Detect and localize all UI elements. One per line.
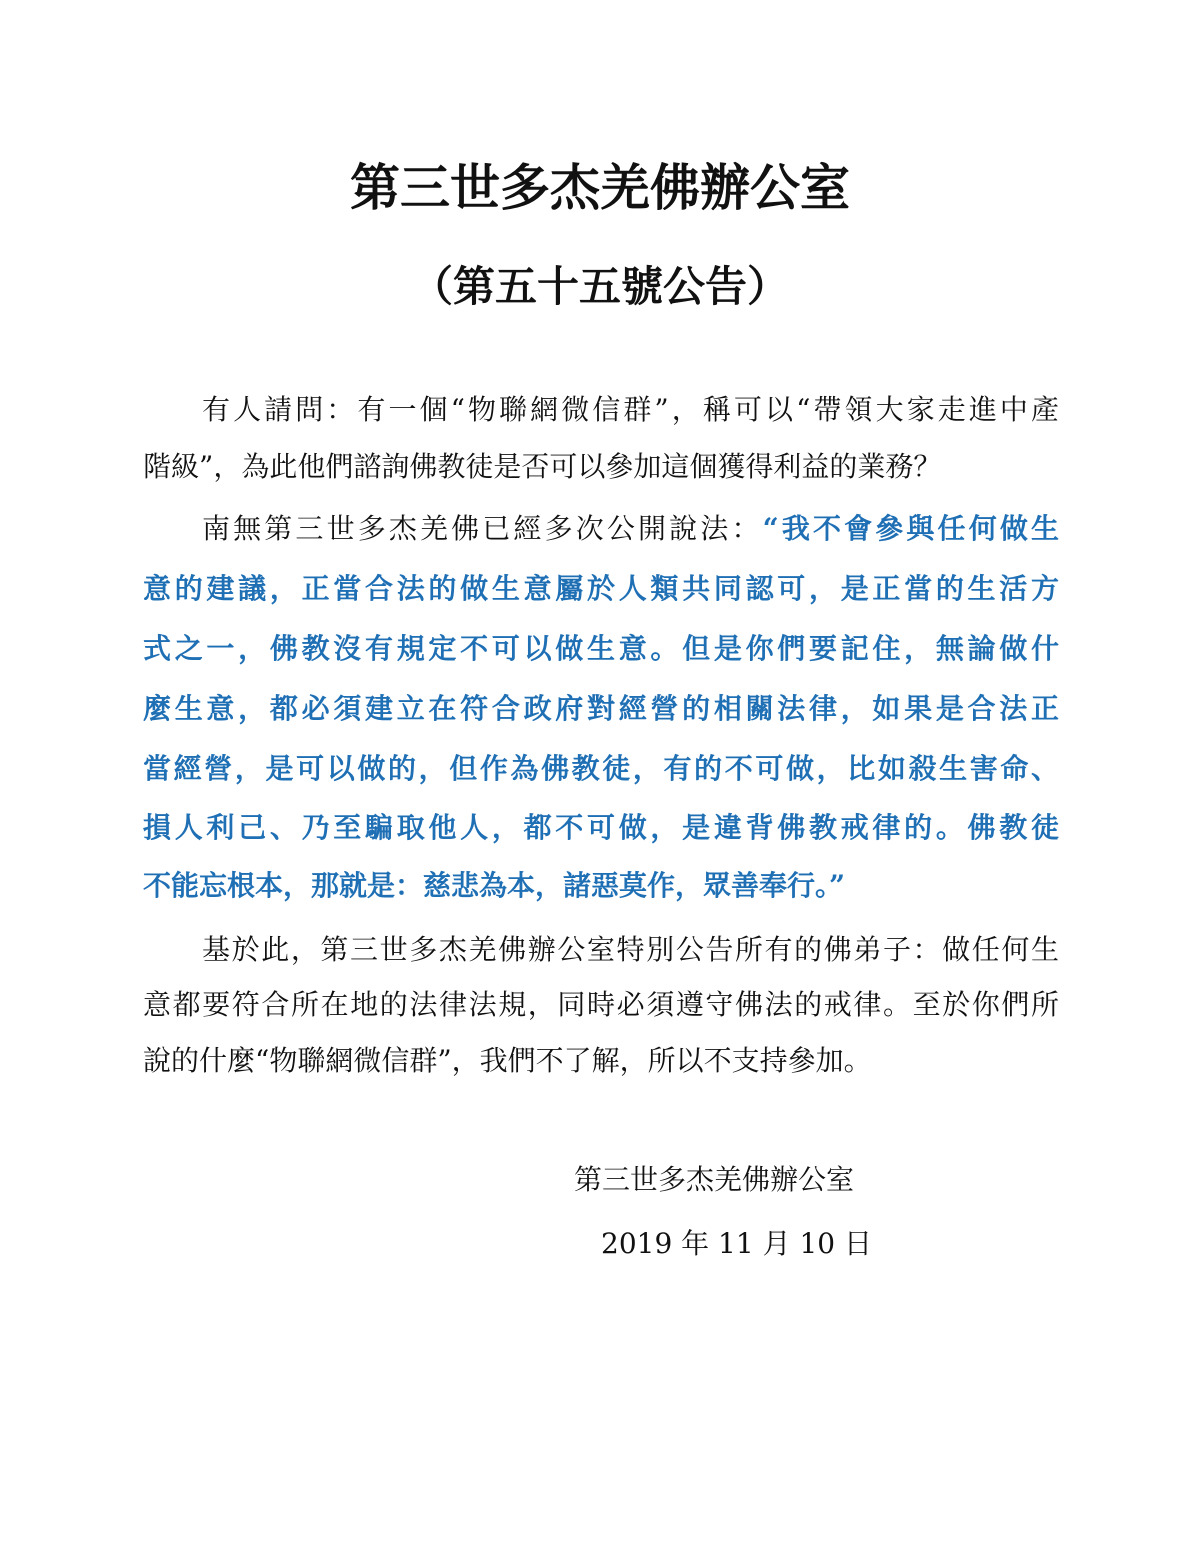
announcement-number: （第五十五號公告）: [410, 262, 789, 311]
paragraph-line: 基於此，第三世多杰羌佛辦公室特別公告所有的佛弟子：做任何生: [202, 933, 1059, 966]
quote-line: 當經營，是可以做的，但作為佛教徒，有的不可做，比如殺生害命、: [143, 752, 1059, 785]
paragraph-line: 意都要符合所在地的法律法規，同時必須遵守佛法的戒律。至於你們所: [143, 988, 1059, 1021]
paragraph-line: 階級”，為此他們諮詢佛教徒是否可以參加這個獲得利益的業務？: [143, 450, 942, 483]
quote-line: 麼生意，都必須建立在符合政府對經營的相關法律，如果是合法正: [143, 692, 1059, 725]
paragraph-line: 說的什麼“物聯網微信群”，我們不了解，所以不支持參加。: [143, 1044, 872, 1077]
quote-text: “我不會參與任何做生: [762, 512, 1059, 545]
paragraph-line: 有人請問：有一個“物聯網微信群”，稱可以“帶領大家走進中產: [202, 393, 1059, 426]
quote-line: 損人利己、乃至騙取他人，都不可做，是違背佛教戒律的。佛教徒: [143, 811, 1059, 844]
quote-line: 不能忘根本，那就是：慈悲為本，諸惡莫作，眾善奉行。”: [143, 869, 846, 902]
intro-text: 南無第三世多杰羌佛已經多次公開說法：: [202, 512, 763, 545]
quote-line: 意的建議，正當合法的做生意屬於人類共同認可，是正當的生活方: [143, 572, 1059, 605]
paragraph-line: [202, 509, 1059, 549]
signature: 第三世多杰羌佛辦公室: [574, 1163, 855, 1196]
document-title: 第三世多杰羌佛辦公室: [350, 158, 850, 217]
quote-line: 式之一，佛教沒有規定不可以做生意。但是你們要記住，無論做什: [143, 632, 1059, 665]
date: 2019 年 11 月 10 日: [601, 1227, 873, 1260]
